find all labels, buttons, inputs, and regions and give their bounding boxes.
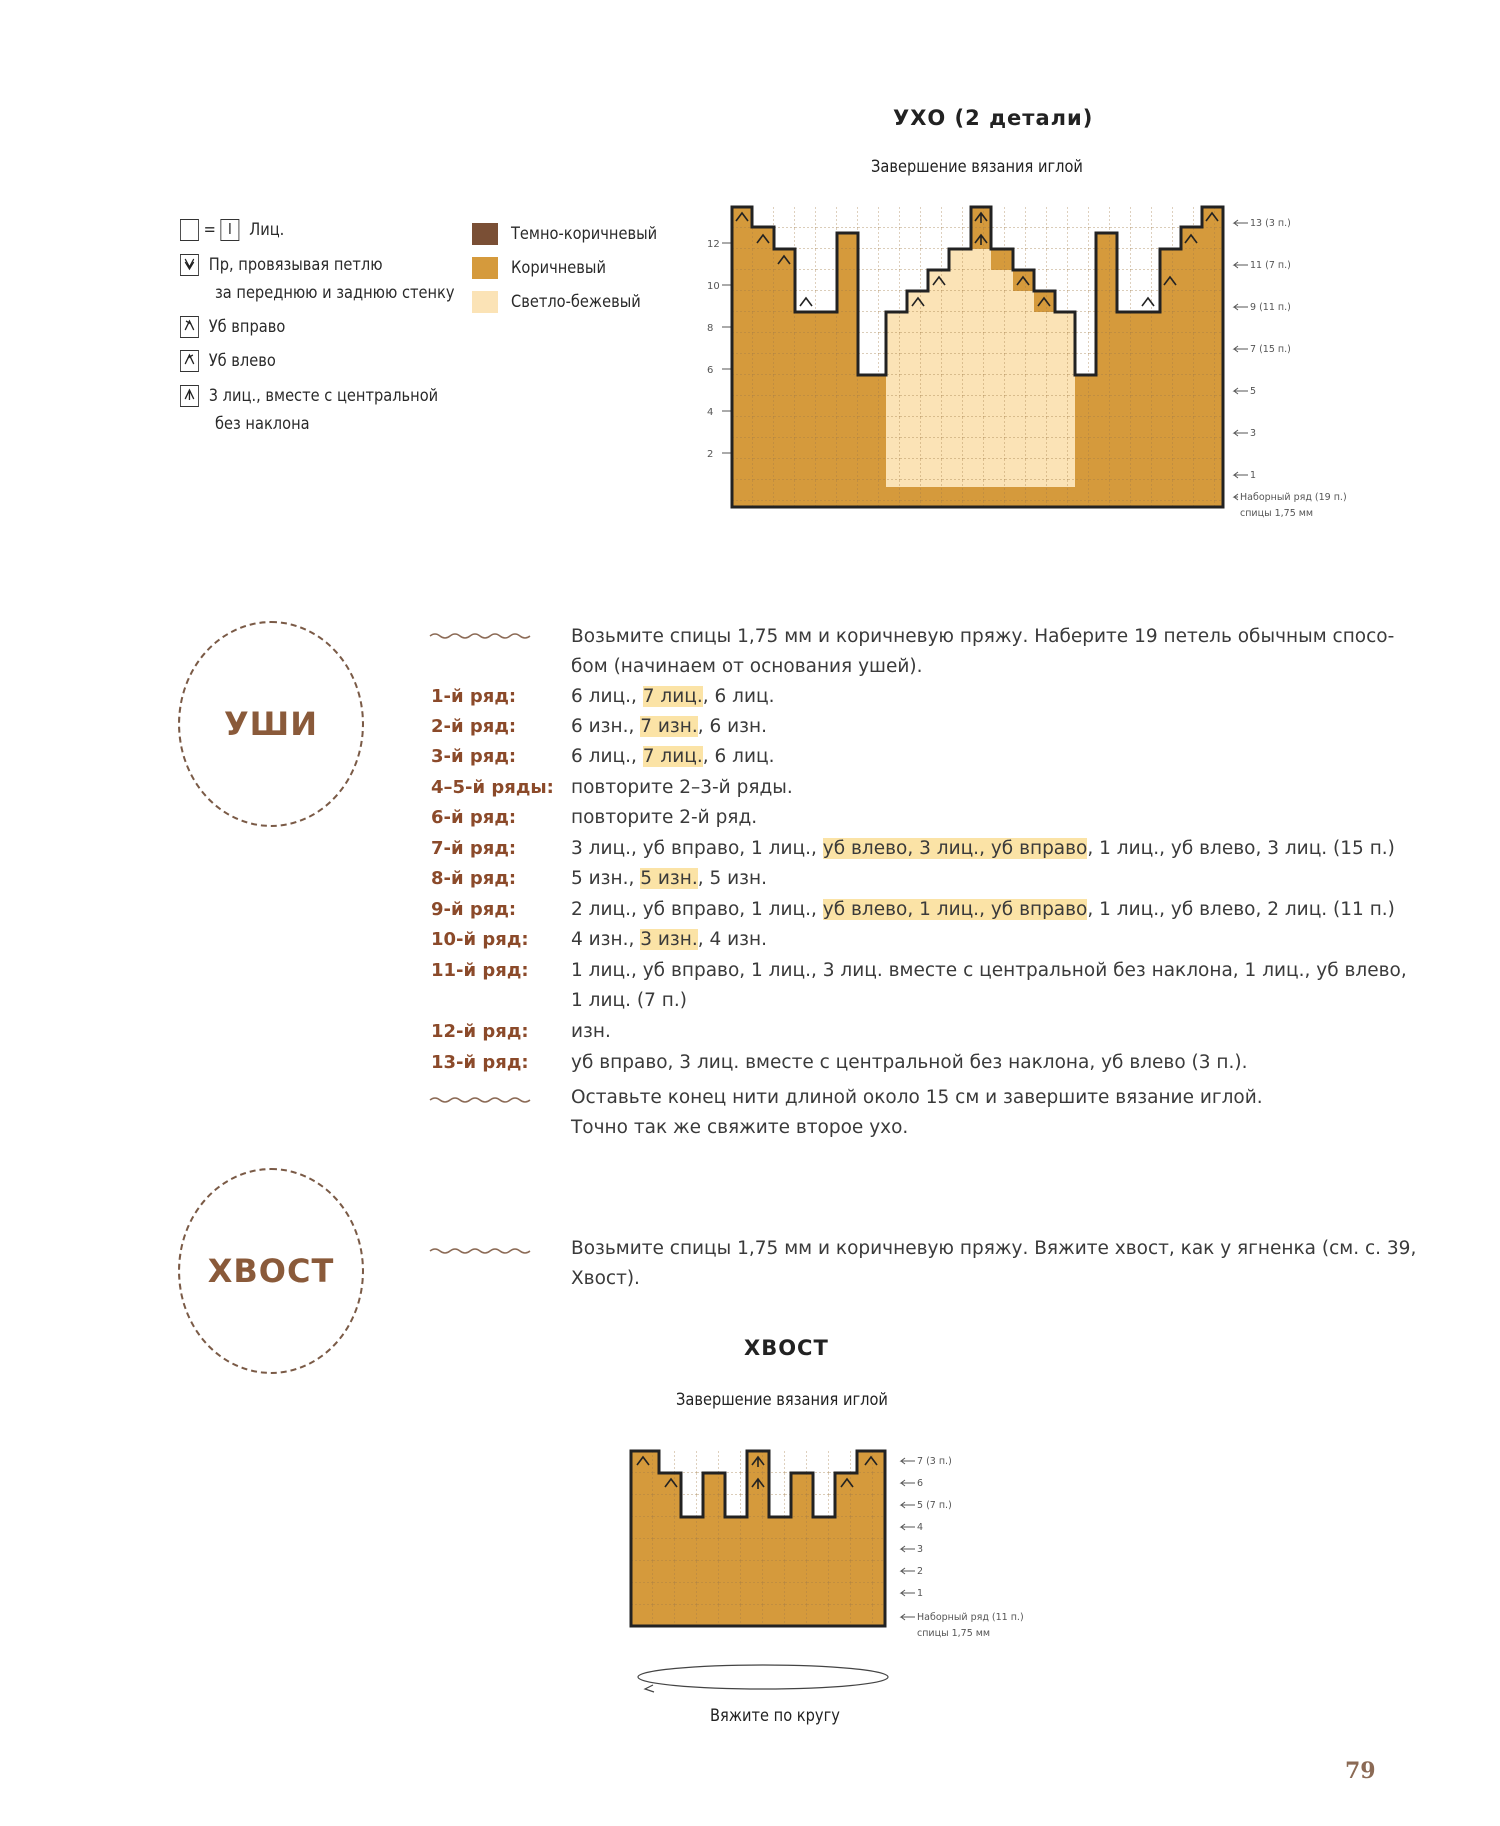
tail-row-label: 6 [917,1478,924,1489]
row-instruction [571,807,757,828]
instruction-text: повторите 2–3-й ряды. [571,777,793,798]
instruction-text: повторите 2-й ряд. [571,807,758,828]
row-label: 12-й ряд: [431,1021,529,1042]
tail-chart [625,1445,1085,1705]
legend-center-dec-label: 3 лиц., вместе с центральной [208,386,439,406]
row-label: 13-й ряд: [431,1052,529,1073]
legend-center-dec-cont: без наклона [215,414,310,434]
instruction-text: 6 лиц., [571,746,643,767]
tail-chart-title: ХВОСТ [744,1336,829,1360]
tail-row-label: 7 (3 п.) [917,1456,952,1467]
ear-tick-label: 10 [707,281,720,292]
knit-in-round-label: Вяжите по кругу [710,1706,840,1726]
legend-equals: = [203,220,216,240]
tail-intro-line2: Хвост). [571,1268,640,1289]
tail-section-title: ХВОСТ [207,1252,335,1290]
tail-row-label: 3 [917,1544,924,1555]
row-instruction [571,929,767,950]
row-label: 10-й ряд: [431,929,529,950]
tail-row-label: 5 (7 п.) [917,1500,952,1511]
instruction-text: , 4 изн. [697,929,767,950]
tail-row-label: 2 [917,1566,924,1577]
decrease-right-icon [180,316,199,338]
legend-purl-tbl-cont: за переднюю и заднюю стенку [215,283,455,303]
tail-needle-label: спицы 1,75 мм [917,1628,991,1639]
ear-row-label: 1 [1250,470,1257,481]
instruction-text: 4 изн., [571,929,641,950]
instruction-text: , 6 изн. [697,716,767,737]
ear-tick-label: 8 [707,323,714,334]
ear-row-label: 3 [1250,428,1257,439]
ears-outro-line2: Точно так же свяжите второе ухо. [571,1117,909,1138]
instruction-text: изн. [571,1021,611,1042]
row-instruction [571,838,1395,859]
row-label: 9-й ряд: [431,899,517,920]
instruction-text: уб вправо, 3 лиц. вместе с центральной без наклона, уб влево (3 п.). [571,1052,1248,1073]
instruction-text: 5 изн., [571,868,641,889]
ears-section-title: УШИ [224,705,318,743]
ear-chart-right-labels [1234,218,1347,519]
knit-symbol-icon: I [220,219,239,241]
ear-row-label: 7 (15 п.) [1250,344,1291,355]
instruction-text: 6 лиц., [571,686,643,707]
ears-intro-line1: Возьмите спицы 1,75 мм и коричневую пряжу. Наберите 19 петель обычным спосо- [571,626,1395,647]
wavy-divider-icon [428,1094,534,1106]
legend-dec-right [180,316,285,338]
ear-chart-subtitle: Завершение вязания иглой [871,157,1083,177]
instruction-text: , 1 лиц., уб влево, 3 лиц. (15 п.) [1087,838,1395,859]
wavy-divider-icon [428,630,534,642]
wavy-divider-icon [428,1245,534,1257]
row-instruction [571,868,767,889]
tail-chart-right-labels [901,1456,1024,1639]
row-label: 8-й ряд: [431,868,517,889]
row-instruction [571,899,1395,920]
tail-cast-on-label: Наборный ряд (11 п.) [917,1612,1024,1623]
highlighted-stitches: уб влево, 1 лиц., уб вправо [822,899,1088,920]
ear-tick-label: 12 [707,239,720,250]
legend-light-beige-label: Светло-бежевый [511,292,641,312]
legend-dark-brown-label: Темно-коричневый [511,224,658,244]
ears-outro-line1: Оставьте конец нити длиной около 15 см и завершите вязание иглой. [571,1087,1263,1108]
tail-row-label: 4 [917,1522,924,1533]
highlighted-stitches: 7 лиц. [642,686,703,707]
center-decrease-icon [180,385,199,407]
legend-purl-tbl-label: Пр, провязывая петлю [208,255,383,275]
blank-square-icon [180,219,199,241]
page-number: 79 [1345,1758,1376,1784]
ears-intro-line2: бом (начинаем от основания ушей). [571,656,923,677]
tail-intro-line1: Возьмите спицы 1,75 мм и коричневую пряжу. Вяжите хвост, как у ягненка (см. с. 39, [571,1238,1417,1259]
light-beige-swatch [472,291,498,313]
purl-tbl-icon [180,254,199,276]
instruction-text: 1 лиц. (7 п.) [571,990,687,1011]
ear-tick-label: 2 [707,449,714,460]
row-label: 7-й ряд: [431,838,517,859]
row-label: 2-й ряд: [431,716,517,737]
instruction-text: 3 лиц., уб вправо, 1 лиц., [571,838,823,859]
tail-chart-subtitle: Завершение вязания иглой [676,1390,888,1410]
highlighted-stitches: 5 изн. [640,868,698,889]
row-instruction [571,746,774,767]
row-instruction [571,716,767,737]
ear-tick-label: 6 [707,365,714,376]
highlighted-stitches: уб влево, 3 лиц., уб вправо [822,838,1088,859]
instruction-text: , 6 лиц. [702,686,775,707]
instruction-text: , 5 изн. [697,868,767,889]
row-label: 11-й ряд: [431,960,529,981]
highlighted-stitches: 3 изн. [640,929,698,950]
ear-row-label: 9 (11 п.) [1250,302,1291,313]
legend-center-dec [180,385,438,407]
instruction-text: 2 лиц., уб вправо, 1 лиц., [571,899,823,920]
row-instruction [571,777,793,798]
decrease-left-icon [180,350,199,372]
legend-dec-left [180,350,276,372]
row-label: 3-й ряд: [431,746,517,767]
instruction-text: 6 изн., [571,716,641,737]
highlighted-stitches: 7 изн. [640,716,698,737]
legend-purl-tbl [180,254,383,276]
row-instruction [571,1021,611,1042]
instruction-text: , 1 лиц., уб влево, 2 лиц. (11 п.) [1087,899,1395,920]
legend-knit [180,219,284,241]
ear-needle-label: спицы 1,75 мм [1240,508,1314,519]
ear-chart-title: УХО (2 детали) [893,106,1094,130]
knit-in-round-arrow-icon [638,1665,888,1692]
ear-row-label: 11 (7 п.) [1250,260,1291,271]
row-label: 1-й ряд: [431,686,517,707]
row-instruction [571,1052,1247,1073]
row-instruction [571,990,687,1011]
ear-cast-on-label: Наборный ряд (19 п.) [1240,492,1347,503]
ear-tick-label: 4 [707,407,714,418]
legend-dec-right-label: Уб вправо [208,317,286,337]
dark-brown-swatch [472,223,498,245]
row-instruction [571,686,774,707]
ear-row-label: 13 (3 п.) [1250,218,1291,229]
tail-row-label: 1 [917,1588,924,1599]
ear-row-label: 5 [1250,386,1257,397]
instruction-text: 1 лиц., уб вправо, 1 лиц., 3 лиц. вместе с центральной без наклона, 1 лиц., уб влево, [571,960,1407,981]
instruction-text: , 6 лиц. [702,746,775,767]
row-instruction [571,960,1407,981]
ear-chart [690,205,1370,525]
legend-brown-label: Коричневый [511,258,606,278]
row-label: 6-й ряд: [431,807,517,828]
legend-dec-left-label: Уб влево [208,351,276,371]
row-label: 4–5-й ряды: [431,777,554,798]
brown-swatch [472,257,498,279]
highlighted-stitches: 7 лиц. [642,746,703,767]
legend-knit-label: Лиц. [249,220,285,240]
